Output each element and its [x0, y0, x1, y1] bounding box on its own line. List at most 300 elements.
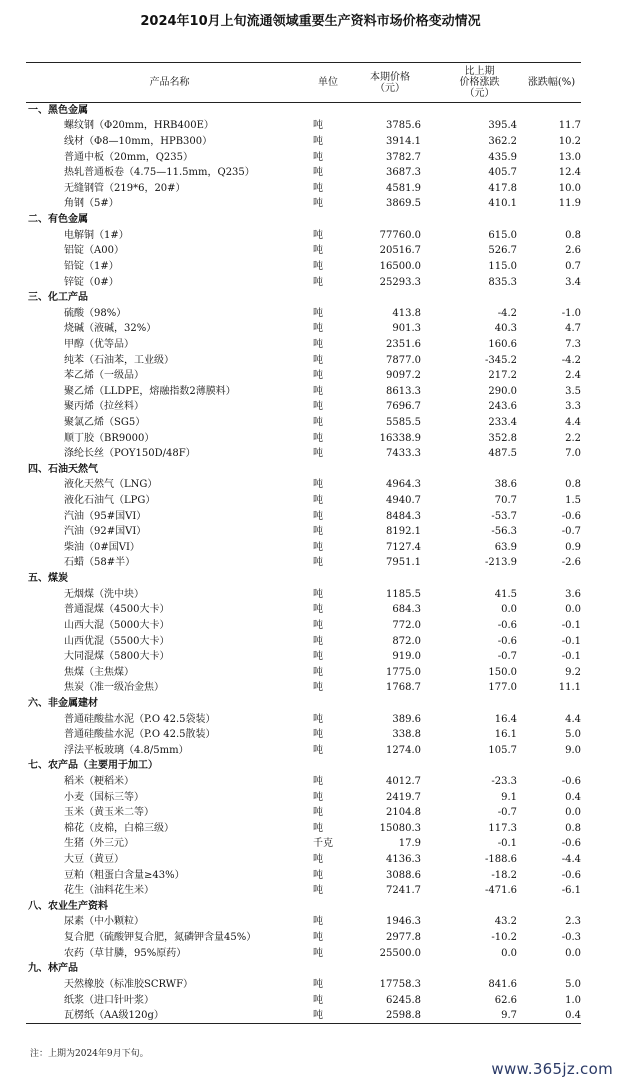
product-name-cell: 普通硅酸盐水泥（P.O 42.5散装）: [64, 729, 216, 741]
change-percent-cell: 9.0: [565, 744, 581, 756]
price-change-cell: 9.7: [437, 1008, 522, 1024]
unit-cell: 吨: [313, 479, 323, 491]
unit-cell: 吨: [313, 1008, 343, 1024]
change-percent-cell: -4.4: [561, 854, 581, 866]
price-change-cell: -188.6: [484, 854, 517, 866]
current-price-cell: 872.0: [392, 635, 421, 647]
table-row: [26, 555, 581, 571]
table-row: [26, 867, 581, 883]
price-change-cell: -0.7: [497, 651, 517, 663]
price-change-cell: 405.7: [488, 167, 517, 179]
unit-cell: 吨: [313, 854, 323, 866]
category-label: 二、有色金属: [28, 214, 88, 226]
product-name-cell: 焦炭（准一级冶金焦）: [64, 682, 164, 694]
unit-cell: 吨: [313, 744, 323, 756]
unit-cell: 吨: [313, 869, 323, 881]
current-price-cell: 17758.3: [379, 978, 421, 990]
price-change-cell: 115.0: [488, 260, 517, 272]
price-change-cell: -10.2: [491, 932, 517, 944]
category-label: 九、林产品: [28, 963, 78, 975]
header-unit: 单位: [313, 63, 343, 103]
change-percent-cell: 10.2: [558, 136, 581, 148]
table-row: [26, 742, 581, 758]
product-name-cell: 螺纹钢（Φ20mm，HRB400E）: [64, 120, 214, 132]
product-name-cell: 玉米（黄玉米二等）: [64, 807, 154, 819]
price-change-cell: 105.7: [488, 744, 517, 756]
unit-cell: 吨: [313, 182, 323, 194]
product-name-cell: 小麦（国标三等）: [64, 791, 144, 803]
product-name-cell: 涤纶长丝（POY150D/48F）: [64, 448, 196, 460]
change-percent-cell: 0.4: [565, 791, 581, 803]
current-price-cell: 389.6: [392, 713, 421, 725]
price-change-cell: 9.1: [501, 791, 517, 803]
change-percent-cell: 3.6: [565, 588, 581, 600]
site-watermark: www.365jz.com: [491, 1060, 613, 1078]
current-price-cell: 4136.3: [386, 854, 421, 866]
table-row: [26, 977, 581, 993]
change-percent-cell: -0.7: [561, 526, 581, 538]
unit-cell: 吨: [313, 416, 323, 428]
unit-cell: 吨: [313, 916, 323, 928]
unit-cell: 吨: [313, 822, 323, 834]
unit-cell: 吨: [313, 136, 323, 148]
current-price-cell: 413.8: [392, 307, 421, 319]
product-name-cell: 焦煤（主焦煤）: [64, 666, 134, 678]
current-price-cell: 3785.6: [386, 120, 421, 132]
current-price-cell: 3782.7: [386, 151, 421, 163]
unit-cell: 吨: [313, 651, 323, 663]
change-percent-cell: -4.2: [561, 354, 581, 366]
product-name-cell: 铅锭（1#）: [64, 260, 119, 272]
unit-cell: 吨: [313, 495, 323, 507]
change-percent-cell: 3.3: [565, 401, 581, 413]
price-change-cell: 417.8: [488, 182, 517, 194]
price-change-cell: -0.6: [497, 619, 517, 631]
price-change-cell: 150.0: [488, 666, 517, 678]
category-label: 八、农业生产资料: [28, 900, 108, 912]
price-change-cell: -23.3: [491, 776, 517, 787]
table-row: [26, 774, 581, 790]
price-change-cell: -0.1: [497, 838, 517, 850]
product-name-cell: 尿素（中小颗粒）: [64, 916, 144, 928]
unit-cell: 吨: [313, 932, 323, 944]
product-name-cell: 山西大混（5000大卡）: [64, 619, 170, 631]
category-label: 一、黑色金属: [28, 105, 88, 117]
change-percent-cell: -6.1: [561, 885, 581, 897]
table-row: [26, 430, 581, 446]
header-price-change: 比上期 价格涨跌 （元）: [437, 63, 522, 103]
category-row: [26, 462, 581, 478]
change-percent-cell: 4.4: [565, 713, 581, 725]
unit-cell: 吨: [313, 229, 323, 241]
unit-cell: 吨: [313, 541, 323, 553]
unit-cell: 吨: [313, 619, 323, 631]
category-label: 六、非金属建材: [28, 697, 98, 709]
table-row: [26, 836, 581, 852]
table-row: [26, 883, 581, 899]
price-change-cell: 38.6: [494, 479, 517, 491]
current-price-cell: 4940.7: [386, 495, 421, 507]
current-price-cell: 3088.6: [386, 869, 421, 881]
product-name-cell: 纸浆（进口针叶浆）: [64, 994, 154, 1006]
table-row: [26, 618, 581, 634]
product-name-cell: 线材（Φ8—10mm，HPB300）: [64, 136, 213, 148]
unit-cell: 吨: [313, 510, 323, 522]
change-percent-cell: 0.0: [565, 807, 581, 819]
price-change-cell: 487.5: [488, 448, 517, 460]
product-name-cell: 生猪（外三元）: [64, 838, 134, 850]
current-price-cell: 3914.1: [386, 136, 421, 148]
product-name-cell: 液化石油气（LPG）: [64, 495, 156, 507]
product-name-cell: 汽油（92#国VI）: [64, 526, 147, 538]
change-percent-cell: -0.1: [561, 635, 581, 647]
change-percent-cell: 3.4: [565, 276, 581, 288]
current-price-cell: 7241.7: [386, 885, 421, 897]
unit-cell: 吨: [313, 448, 323, 460]
price-change-cell: 160.6: [488, 338, 517, 350]
current-price-cell: 1946.3: [386, 916, 421, 928]
unit-cell: 吨: [313, 151, 323, 163]
unit-cell: 吨: [313, 713, 323, 725]
price-change-cell: -18.2: [491, 869, 517, 881]
price-change-cell: -0.7: [497, 807, 517, 819]
unit-cell: 吨: [313, 307, 323, 319]
price-change-cell: 217.2: [488, 370, 517, 382]
product-name-cell: 农药（草甘膦，95%原药）: [64, 947, 187, 959]
current-price-cell: 2977.8: [386, 932, 421, 944]
change-percent-cell: -0.3: [561, 932, 581, 944]
product-name-cell: 复合肥（硫酸钾复合肥，氮磷钾含量45%）: [64, 932, 257, 944]
price-change-cell: 352.8: [488, 432, 517, 444]
table-row: [26, 446, 581, 462]
change-percent-cell: -0.6: [561, 776, 581, 787]
current-price-cell: 7696.7: [386, 401, 421, 413]
product-name-cell: 天然橡胶（标准胶SCRWF）: [64, 978, 194, 990]
price-change-cell: 70.7: [494, 495, 517, 507]
product-name-cell: 大同混煤（5800大卡）: [64, 651, 170, 663]
change-percent-cell: 0.4: [522, 1008, 581, 1024]
current-price-cell: 2598.8: [343, 1008, 437, 1024]
product-name-cell: 普通中板（20mm，Q235）: [64, 151, 193, 163]
product-name-cell: 聚乙烯（LLDPE，熔融指数2薄膜料）: [64, 385, 236, 397]
unit-cell: 吨: [313, 432, 323, 444]
change-percent-cell: 2.2: [565, 432, 581, 444]
product-name-cell: 无烟煤（洗中块）: [64, 588, 144, 600]
change-percent-cell: -0.6: [561, 869, 581, 881]
price-change-cell: 841.6: [488, 978, 517, 990]
unit-cell: 吨: [313, 198, 323, 210]
table-row: [26, 1008, 581, 1024]
table-row: [26, 368, 581, 384]
current-price-cell: 1185.5: [386, 588, 421, 600]
table-row: [26, 805, 581, 821]
unit-cell: 吨: [313, 588, 323, 600]
unit-cell: 吨: [313, 323, 323, 335]
current-price-cell: 2351.6: [386, 338, 421, 350]
change-percent-cell: -0.6: [561, 838, 581, 850]
current-price-cell: 3687.3: [386, 167, 421, 179]
change-percent-cell: 11.9: [558, 198, 581, 210]
change-percent-cell: 2.3: [565, 916, 581, 928]
change-percent-cell: 11.1: [558, 682, 581, 694]
current-price-cell: 8484.3: [386, 510, 421, 522]
table-row: [26, 852, 581, 868]
price-change-cell: 16.1: [494, 729, 517, 741]
current-price-cell: 6245.8: [386, 994, 421, 1006]
product-name-cell: 汽油（95#国VI）: [64, 510, 147, 522]
product-name-cell: 热轧普通板卷（4.75—11.5mm，Q235）: [64, 167, 255, 179]
table-row: [26, 945, 581, 961]
table-row: [26, 165, 581, 181]
current-price-cell: 77760.0: [379, 229, 421, 241]
table-row: [26, 259, 581, 275]
current-price-cell: 4581.9: [386, 182, 421, 194]
table-body: [26, 103, 581, 1024]
current-price-cell: 2104.8: [386, 807, 421, 819]
price-change-cell: 395.4: [488, 120, 517, 132]
current-price-cell: 16500.0: [379, 260, 421, 272]
change-percent-cell: 0.0: [565, 604, 581, 616]
product-name-cell: 豆粕（粗蛋白含量≥43%）: [64, 869, 185, 881]
table-header-row: [26, 63, 581, 103]
price-change-cell: 362.2: [488, 136, 517, 148]
product-name-cell: 柴油（0#国VI）: [64, 541, 140, 553]
change-percent-cell: 2.6: [565, 245, 581, 257]
change-percent-cell: 5.0: [565, 729, 581, 741]
change-percent-cell: 11.7: [558, 120, 581, 132]
price-change-cell: 40.3: [494, 323, 517, 335]
unit-cell: 吨: [313, 947, 323, 959]
unit-cell: 吨: [313, 245, 323, 257]
price-change-cell: -345.2: [484, 354, 517, 366]
change-percent-cell: 0.9: [565, 541, 581, 553]
unit-cell: 吨: [313, 338, 323, 350]
table-row: [26, 196, 581, 212]
change-percent-cell: -0.6: [561, 510, 581, 522]
current-price-cell: 5585.5: [386, 416, 421, 428]
header-product-name: 产品名称: [26, 63, 313, 103]
unit-cell: 吨: [313, 557, 323, 569]
unit-cell: 吨: [313, 729, 323, 741]
change-percent-cell: 7.3: [565, 338, 581, 350]
change-percent-cell: 1.0: [565, 994, 581, 1006]
price-change-cell: 63.9: [494, 541, 517, 553]
price-change-cell: 43.2: [494, 916, 517, 928]
current-price-cell: 25500.0: [379, 947, 421, 959]
category-row: [26, 758, 581, 774]
unit-cell: 吨: [313, 401, 323, 413]
unit-cell: 吨: [313, 604, 323, 616]
table-row: [26, 821, 581, 837]
change-percent-cell: 4.7: [565, 323, 581, 335]
change-percent-cell: 0.8: [565, 229, 581, 241]
change-percent-cell: 1.5: [565, 495, 581, 507]
table-row: [26, 586, 581, 602]
product-name-cell: 聚丙烯（拉丝料）: [64, 401, 144, 413]
table-row: [26, 493, 581, 509]
change-percent-cell: 9.2: [565, 666, 581, 678]
table-row: [26, 415, 581, 431]
table-row: [26, 243, 581, 259]
category-label: 四、石油天然气: [28, 463, 98, 475]
table-row: [26, 134, 581, 150]
product-name-cell: 铝锭（A00）: [64, 245, 124, 257]
table-row: [26, 914, 581, 930]
category-label: 五、煤炭: [28, 573, 68, 585]
price-table-container: [26, 62, 581, 1024]
change-percent-cell: 0.8: [565, 479, 581, 491]
category-row: [26, 571, 581, 587]
price-change-cell: 435.9: [488, 151, 517, 163]
change-percent-cell: 5.0: [565, 978, 581, 990]
current-price-cell: 9097.2: [386, 370, 421, 382]
table-row: [26, 727, 581, 743]
table-row: [26, 477, 581, 493]
table-row: [26, 399, 581, 415]
unit-cell: 吨: [313, 776, 323, 787]
change-percent-cell: -0.1: [561, 651, 581, 663]
product-name-cell: 无缝钢管（219*6，20#）: [64, 182, 186, 194]
unit-cell: 吨: [313, 885, 323, 897]
table-row: [26, 305, 581, 321]
category-row: [26, 212, 581, 228]
price-change-cell: 16.4: [494, 713, 517, 725]
product-name-cell: 聚氯乙烯（SG5）: [64, 416, 146, 428]
table-row: [26, 664, 581, 680]
product-name-cell: 液化天然气（LNG）: [64, 479, 158, 491]
current-price-cell: 684.3: [392, 604, 421, 616]
table-row: [26, 789, 581, 805]
footnote: 注：上期为2024年9月下旬。: [30, 1049, 149, 1059]
table-row: [26, 930, 581, 946]
table-row: [26, 337, 581, 353]
unit-cell: 吨: [313, 682, 323, 694]
change-percent-cell: -1.0: [561, 307, 581, 319]
page-title: 2024年10月上旬流通领域重要生产资料市场价格变动情况: [140, 14, 481, 29]
change-percent-cell: -2.6: [561, 557, 581, 569]
current-price-cell: 3869.5: [386, 198, 421, 210]
unit-cell: 吨: [313, 978, 323, 990]
product-name-cell: 浮法平板玻璃（4.8/5mm）: [64, 744, 189, 756]
product-name-cell: 山西优混（5500大卡）: [64, 635, 170, 647]
product-name-cell: 普通混煤（4500大卡）: [64, 604, 170, 616]
table-row: [26, 227, 581, 243]
table-row: [26, 992, 581, 1008]
product-name-cell: 瓦楞纸（AA级120g）: [26, 1008, 313, 1024]
price-change-cell: 41.5: [494, 588, 517, 600]
current-price-cell: 7951.1: [386, 557, 421, 569]
product-name-cell: 棉花（皮棉，白棉三级）: [64, 822, 174, 834]
price-change-cell: -56.3: [491, 526, 517, 538]
unit-cell: 吨: [313, 526, 323, 538]
price-change-cell: 615.0: [488, 229, 517, 241]
product-name-cell: 石蜡（58#半）: [64, 557, 136, 569]
current-price-cell: 338.8: [392, 729, 421, 741]
change-percent-cell: 12.4: [558, 167, 581, 179]
unit-cell: 吨: [313, 791, 323, 803]
unit-cell: 吨: [313, 120, 323, 132]
change-percent-cell: 2.4: [565, 370, 581, 382]
product-name-cell: 普通硅酸盐水泥（P.O 42.5袋装）: [64, 713, 216, 725]
current-price-cell: 919.0: [392, 651, 421, 663]
price-change-cell: 62.6: [494, 994, 517, 1006]
unit-cell: 吨: [313, 370, 323, 382]
category-row: [26, 961, 581, 977]
price-change-cell: -53.7: [491, 510, 517, 522]
current-price-cell: 1775.0: [386, 666, 421, 678]
price-change-cell: 0.0: [501, 947, 517, 959]
category-row: [26, 696, 581, 712]
price-change-cell: -471.6: [484, 885, 517, 897]
product-name-cell: 纯苯（石油苯，工业级）: [64, 354, 174, 366]
unit-cell: 吨: [313, 666, 323, 678]
change-percent-cell: 10.0: [558, 182, 581, 194]
product-name-cell: 角钢（5#）: [64, 198, 119, 210]
table-row: [26, 633, 581, 649]
unit-cell: 吨: [313, 807, 323, 819]
unit-cell: 吨: [313, 167, 323, 179]
price-change-cell: 526.7: [488, 245, 517, 257]
product-name-cell: 硫酸（98%）: [64, 307, 127, 319]
table-row: [26, 540, 581, 556]
table-row: [26, 508, 581, 524]
current-price-cell: 1768.7: [386, 682, 421, 694]
header-current-price: 本期价格 （元）: [343, 63, 437, 103]
price-change-cell: 177.0: [488, 682, 517, 694]
product-name-cell: 稻米（粳稻米）: [64, 776, 134, 787]
table-row: [26, 524, 581, 540]
current-price-cell: 4012.7: [386, 776, 421, 787]
unit-cell: 吨: [313, 994, 323, 1006]
unit-cell: 吨: [313, 385, 323, 397]
product-name-cell: 花生（油料花生米）: [64, 885, 154, 897]
price-change-cell: -213.9: [484, 557, 517, 569]
current-price-cell: 17.9: [398, 838, 421, 850]
price-change-cell: 117.3: [488, 822, 517, 834]
product-name-cell: 苯乙烯（一级品）: [64, 370, 144, 382]
product-name-cell: 烧碱（液碱，32%）: [64, 323, 157, 335]
current-price-cell: 20516.7: [379, 245, 421, 257]
change-percent-cell: 3.5: [565, 385, 581, 397]
current-price-cell: 772.0: [392, 619, 421, 631]
category-row: [26, 290, 581, 306]
product-name-cell: 顺丁胶（BR9000）: [64, 432, 155, 444]
change-percent-cell: -0.1: [561, 619, 581, 631]
current-price-cell: 4964.3: [386, 479, 421, 491]
unit-cell: 吨: [313, 635, 323, 647]
current-price-cell: 7433.3: [386, 448, 421, 460]
current-price-cell: 16338.9: [379, 432, 421, 444]
price-table: [26, 62, 581, 1024]
category-label: 七、农产品（主要用于加工）: [28, 760, 158, 772]
price-change-cell: -4.2: [497, 307, 517, 319]
product-name-cell: 大豆（黄豆）: [64, 854, 124, 866]
change-percent-cell: 0.7: [565, 260, 581, 272]
change-percent-cell: 7.0: [565, 448, 581, 460]
category-label: 三、化工产品: [28, 292, 88, 304]
price-change-cell: 290.0: [488, 385, 517, 397]
table-row: [26, 181, 581, 197]
table-row: [26, 352, 581, 368]
price-change-cell: -0.6: [497, 635, 517, 647]
current-price-cell: 7877.0: [386, 354, 421, 366]
table-row: [26, 602, 581, 618]
current-price-cell: 7127.4: [386, 541, 421, 553]
current-price-cell: 1274.0: [386, 744, 421, 756]
product-name-cell: 甲醇（优等品）: [64, 338, 134, 350]
price-change-cell: 835.3: [488, 276, 517, 288]
current-price-cell: 8192.1: [386, 526, 421, 538]
